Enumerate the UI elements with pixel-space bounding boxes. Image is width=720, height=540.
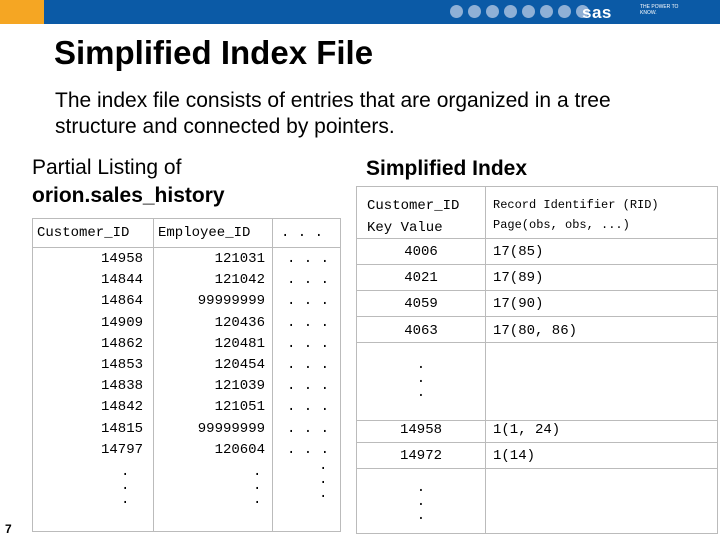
customer-id-cell: 14838 [100, 378, 143, 395]
table-row [33, 272, 340, 293]
rid-cell: 1(1, 24) [493, 422, 561, 438]
top-banner [0, 0, 720, 24]
rid-cell: 17(90) [493, 296, 544, 312]
employee-id-cell: 120604 [214, 441, 265, 458]
customer-id-cell: 14864 [100, 293, 143, 310]
key-value-cell: 4063 [404, 323, 438, 339]
more-cell: . . . [286, 378, 329, 395]
left-caption-line1: Partial Listing of [32, 156, 182, 179]
ellipsis-col3: . . . [319, 458, 328, 502]
more-cell: . . . [286, 293, 329, 310]
customer-id-cell: 14844 [100, 272, 143, 289]
slide-subtitle: The index file consists of entries that are organized in a tree structure and connected by pointers. [55, 89, 611, 138]
employee-id-cell: 99999999 [197, 420, 265, 437]
more-cell: . . . [286, 399, 329, 416]
table-row [33, 421, 340, 442]
header-customer-id: Customer_ID [37, 225, 130, 241]
table-row [33, 442, 340, 463]
more-cell: . . . [286, 251, 329, 267]
key-value-cell: 4059 [404, 296, 438, 312]
rid-cell: 17(89) [493, 270, 544, 286]
key-value-cell: 4006 [404, 244, 438, 260]
customer-id-cell: 14797 [100, 441, 143, 458]
employee-id-cell: 120436 [214, 314, 265, 331]
ellipsis-cell: . . . [416, 480, 426, 524]
key-value-cell: 14958 [399, 422, 442, 438]
rid-cell: 1(14) [493, 448, 536, 464]
table-row [33, 251, 340, 272]
employee-id-cell: 121039 [214, 378, 265, 395]
header-rid: Record Identifier (RID) Page(obs, obs, ...) [493, 198, 659, 232]
ellipsis-col2: . . . [253, 464, 262, 508]
customer-id-cell: 14862 [100, 335, 143, 352]
sas-logo: sas [582, 3, 612, 22]
more-cell: . . . [286, 314, 329, 331]
header-employee-id: Employee_ID [158, 225, 251, 241]
customer-id-cell: 14909 [100, 314, 143, 331]
table-row [33, 293, 340, 314]
employee-id-cell: 121042 [214, 272, 265, 289]
header-key-value: Customer_ID Key Value [367, 198, 460, 236]
orange-accent-block [0, 0, 44, 24]
left-caption-dataset: orion.sales_history [32, 184, 225, 207]
table-row [33, 378, 340, 399]
simplified-index-table [356, 186, 718, 534]
more-cell: . . . [286, 335, 329, 352]
key-value-cell: 14972 [399, 448, 442, 464]
sas-tagline: THE POWER TO KNOW. [640, 4, 679, 16]
employee-id-cell: 121031 [214, 251, 265, 267]
customer-id-cell: 14815 [100, 420, 143, 437]
employee-id-cell: 99999999 [197, 293, 265, 310]
key-value-cell: 4021 [404, 270, 438, 286]
customer-id-cell: 14958 [100, 251, 143, 267]
employee-id-cell: 120481 [214, 335, 265, 352]
customer-id-cell: 14842 [100, 399, 143, 416]
ellipsis-col1: . . . [121, 464, 130, 508]
employee-id-cell: 120454 [214, 357, 265, 373]
page-number: 7 [5, 522, 12, 536]
right-caption: Simplified Index [366, 157, 528, 180]
left-caption [32, 154, 225, 210]
slide-title: Simplified Index File [54, 34, 374, 71]
table-row [33, 357, 340, 378]
rid-cell: 17(85) [493, 244, 544, 260]
ellipsis-cell: . . . [416, 357, 426, 401]
more-cell: . . . [286, 420, 329, 437]
sales-history-table [32, 218, 341, 532]
table-row [33, 315, 340, 336]
more-cell: . . . [286, 441, 329, 458]
decorative-dots [450, 5, 589, 18]
more-cell: . . . [286, 272, 329, 289]
rid-cell: 17(80, 86) [493, 323, 578, 339]
table-row [33, 336, 340, 357]
table-row [33, 399, 340, 420]
customer-id-cell: 14853 [100, 357, 143, 373]
more-cell: . . . [286, 357, 329, 373]
employee-id-cell: 121051 [214, 399, 265, 416]
header-more-columns: . . . [281, 225, 324, 241]
